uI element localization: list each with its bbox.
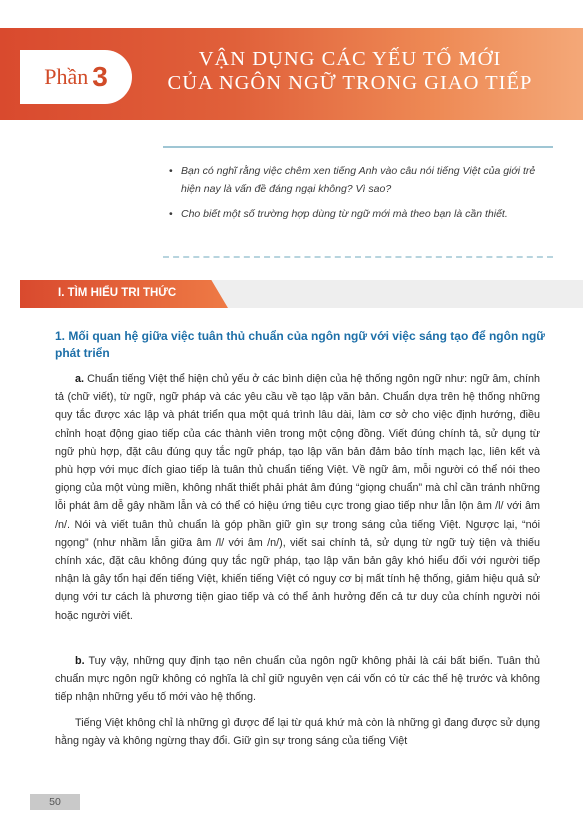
body-paragraph: [55, 714, 540, 750]
body-paragraph: [55, 652, 540, 707]
warmup-questions-box: [163, 146, 553, 258]
subsection-heading: 1. Mối quan hệ giữa việc tuân thủ chuẩn của ngôn ngữ với việc sáng tạo để ngôn ngữ phát triển: [55, 329, 545, 360]
section-title: I. TÌM HIỂU TRI THỨC: [58, 287, 177, 299]
chapter-title-line-1: VẬN DỤNG CÁC YẾU TỐ MỚI: [198, 48, 502, 70]
paragraph-text: Chuẩn tiếng Việt thể hiện chủ yếu ở các bình diện của hệ thống ngôn ngữ như: ngữ âm, chính tả (chữ viết), từ ngữ, ngữ pháp và các yêu cầu về tạo lập văn bản. Chuẩn dựa trên hệ thống những quy tắc được xác lập và phát triển qua một quá trình lâu dài, làm cơ sở cho việc định hướng, điều chỉnh hoạt động giao tiếp của các thành viên trong một cộng đồng. Viết đúng chính tả, sử dụng từ ngữ phù hợp, đặt câu đúng quy tắc ngữ pháp, tạo lập văn bản đảm bảo tính mạch lạc, liên kết và phù hợp với mục đích giao tiếp là tuân thủ chuẩn tiếng Việt. Về ngữ âm, mỗi người có thể nói theo giọng của một vùng miền, không nhất thiết phải phát âm đúng “giọng chuẩn” mà chỉ cần tránh những lỗi phát âm dễ gây nhầm lẫn và có thể có hiệu ứng tiêu cực trong giao tiếp như lẫn lộn âm /l/ với âm /n/. Nói và viết tuân thủ chuẩn là góp phần giữ gìn sự trong sáng của tiếng Việt. Ngược lại, “nói ngọng” (như nhầm lẫn giữa âm /l/ với âm /n/), viết sai chính tả, sử dụng từ ngữ tuỳ tiện và thiếu chính xác, đặt câu không đúng quy tắc ngữ pháp, tạo lập văn bản gây khó hiểu đối với người tiếp nhận là gây tổn hại đến tiếng Việt, khiến tiếng Việt có nguy cơ bị mất tính hệ thống, giảm hiệu quả sử dụng với tư cách là phương tiện giao tiếp và có thể ảnh hưởng đến cả tư duy của chính người nói hoặc người viết.: [55, 373, 540, 622]
paragraph-text: Tiếng Việt không chỉ là những gì được để lại từ quá khứ mà còn là những gì đang được sử dụng hằng ngày và không ngừng thay đổi. Giữ gìn sự trong sáng của tiếng Việt: [55, 717, 540, 748]
paragraph-label: b.: [75, 655, 85, 667]
question-item: • Cho biết một số trường hợp dùng từ ngữ mới mà theo bạn là cần thiết.: [181, 205, 536, 223]
chapter-title: [140, 47, 560, 95]
paragraph-text: Tuy vậy, những quy định tạo nên chuẩn của ngôn ngữ không phải là cái bất biến. Tuân thủ chuẩn mực ngôn ngữ không có nghĩa là chỉ giữ nguyên vẹn cái vốn có từ các thế hệ trước và không tiếp nhận những yếu tố mới vào hệ thống.: [55, 655, 540, 704]
page-number: 50: [30, 794, 80, 810]
chapter-title-line-2: CỦA NGÔN NGỮ TRONG GIAO TIẾP: [167, 72, 533, 94]
part-word: Phần: [44, 64, 89, 89]
body-paragraph: [55, 370, 540, 625]
part-label: [20, 50, 132, 104]
paragraph-label: a.: [75, 373, 85, 385]
question-item: • Bạn có nghĩ rằng việc chêm xen tiếng Anh vào câu nói tiếng Việt của giới trẻ hiện nay là vấn đề đáng ngại không? Vì sao?: [181, 162, 536, 198]
part-number: 3: [92, 61, 108, 92]
